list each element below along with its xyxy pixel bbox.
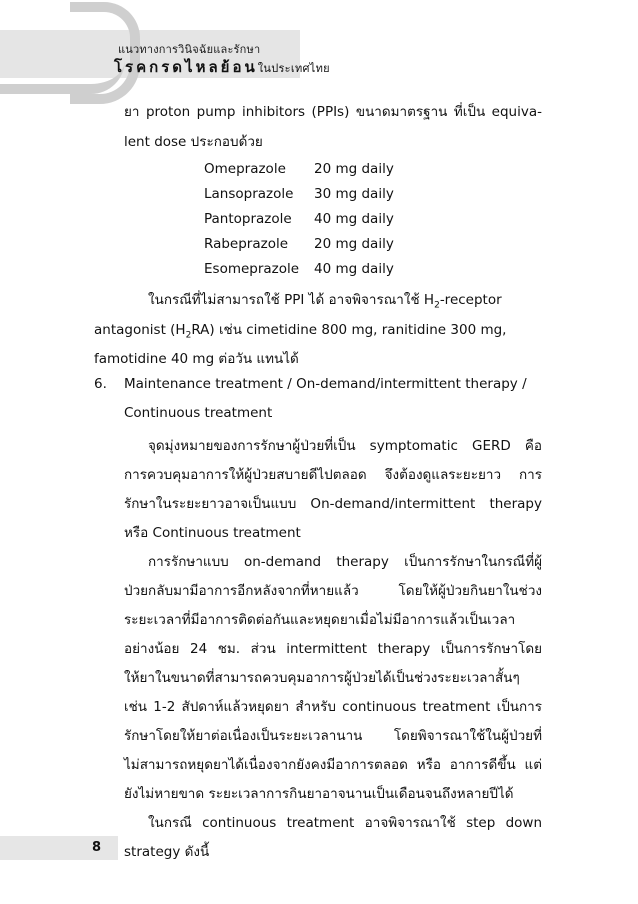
header-subtitle: แนวทางการวินิจฉัยและรักษา	[118, 43, 261, 56]
h2ra-line2-text: antagonist (H	[94, 322, 186, 338]
page-number: 8	[92, 840, 102, 855]
h2ra-line1-subscript: 2	[434, 300, 440, 311]
paragraph-line: ป่วยกลับมามีอาการอีกหลังจากที่หายแล้ว โดยให้ผู้ป่วยกินยาในช่วง	[124, 583, 542, 599]
header-title-main: โรคกรดไหลย้อน	[114, 58, 258, 76]
drug-dose: 40 mg daily	[314, 261, 394, 277]
drug-name: Esomeprazole	[204, 261, 300, 277]
paragraph-line: รักษาโดยให้ยาต่อเนื่องเป็นระยะเวลานาน โดยพิจารณาใช้ในผู้ป่วยที่	[124, 728, 542, 744]
header-title-suffix: ในประเทศไทย	[257, 62, 330, 75]
paragraph-line: ในกรณี continuous treatment อาจพิจารณาใช้ step down	[148, 815, 542, 831]
drug-dose: 40 mg daily	[314, 211, 394, 227]
paragraph-line: การรักษาแบบ on-demand therapy เป็นการรักษาในกรณีที่ผู้	[148, 554, 542, 570]
paragraph-line: การควบคุมอาการให้ผู้ป่วยสบายดีไปตลอด จึงต้องดูแลระยะยาว การ	[124, 467, 542, 483]
h2ra-line1-text: ในกรณีที่ไม่สามารถใช้ PPI ได้ อาจพิจารณาใช้ H	[148, 292, 435, 308]
paragraph-line: จุดมุ่งหมายของการรักษาผู้ป่วยที่เป็น symptomatic GERD คือ	[148, 438, 542, 454]
paragraph-line: รักษาในระยะยาวอาจเป็นแบบ On-demand/intermittent therapy	[124, 496, 542, 512]
h2ra-line3: famotidine 40 mg ต่อวัน แทนได้	[94, 351, 299, 367]
paragraph-line: ระยะเวลาที่มีอาการติดต่อกันและหยุดยาเมื่อไม่มีอาการแล้วเป็นเวลา	[124, 612, 516, 628]
paragraph-line: ยังไม่หายขาด ระยะเวลาการกินยาอาจนานเป็นเดือนจนถึงหลายปีได้	[124, 786, 514, 802]
h2ra-line2-tail: RA) เช่น cimetidine 800 mg, ranitidine 300 mg,	[191, 322, 507, 338]
h2ra-line1-tail: -receptor	[439, 292, 502, 308]
paragraph-line: อย่างน้อย 24 ชม. ส่วน intermittent therapy เป็นการรักษาโดย	[124, 641, 542, 657]
item6-number: 6.	[94, 376, 107, 392]
paragraph-line: ไม่สามารถหยุดยาได้เนื่องจากยังคงมีอาการตลอด หรือ อาการดีขึ้น แต่	[124, 757, 542, 773]
paragraph-line: เช่น 1-2 สัปดาห์แล้วหยุดยา สำหรับ continuous treatment เป็นการ	[124, 699, 542, 715]
drug-dose: 30 mg daily	[314, 186, 394, 202]
drug-name: Rabeprazole	[204, 236, 289, 252]
paragraph-line: ให้ยาในขนาดที่สามารถควบคุมอาการผู้ป่วยได้เป็นช่วงระยะเวลาสั้นๆ	[124, 670, 520, 686]
h2ra-line1	[148, 288, 502, 311]
paragraph-line: strategy ดังนี้	[124, 844, 210, 860]
h2ra-line2-subscript: 2	[185, 330, 192, 341]
drug-name: Omeprazole	[204, 161, 286, 177]
item6-title-line1: Maintenance treatment / On-demand/intermittent therapy /	[124, 376, 527, 392]
paragraph-line: หรือ Continuous treatment	[124, 525, 301, 541]
drug-name: Pantoprazole	[204, 211, 292, 227]
item6-title-line2: Continuous treatment	[124, 405, 273, 421]
h2ra-line2	[94, 318, 506, 341]
ppi-intro-line1: ยา proton pump inhibitors (PPIs) ขนาดมาตรฐาน ที่เป็น equiva-	[124, 104, 542, 120]
drug-dose: 20 mg daily	[314, 236, 394, 252]
drug-dose: 20 mg daily	[314, 161, 394, 177]
ppi-intro-line2: lent dose ประกอบด้วย	[124, 134, 263, 150]
drug-name: Lansoprazole	[204, 186, 294, 202]
